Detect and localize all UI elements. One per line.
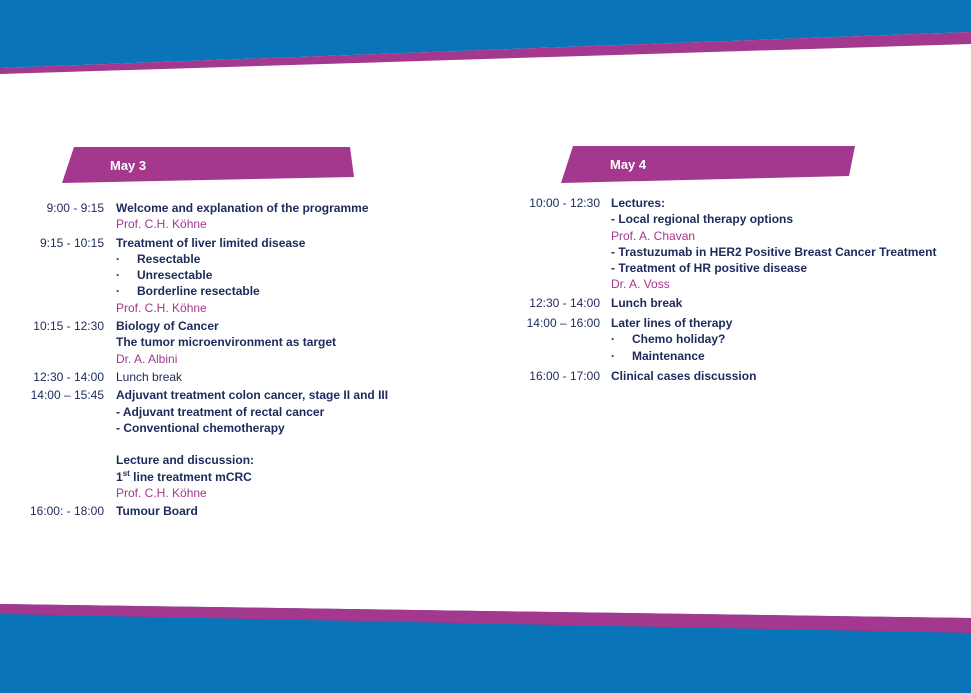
session-details	[611, 295, 971, 311]
bullet-text: Chemo holiday?	[632, 332, 726, 347]
session-title: Lunch break	[611, 295, 683, 310]
bullet-text: Unresectable	[137, 268, 213, 283]
top-decorative-band	[0, 0, 971, 80]
session-title: Lunch break	[116, 369, 183, 384]
session-title: Welcome and explanation of the programme	[116, 201, 369, 215]
session-time: 9:15 - 10:15	[39, 235, 104, 250]
session-row	[0, 368, 971, 384]
session-time: 14:00 – 16:00	[526, 316, 600, 331]
day-banner-may-3	[62, 147, 357, 185]
session-title: Lectures:	[611, 196, 666, 210]
bullet-item	[611, 331, 971, 347]
session-details	[116, 503, 460, 519]
session-title: Biology of Cancer	[116, 319, 219, 334]
day-label: May 3	[110, 158, 147, 173]
session-row	[0, 315, 971, 364]
session-time: 12:30 - 14:00	[33, 369, 104, 384]
bullet-icon: ·	[611, 348, 615, 363]
speaker-name: Dr. A. Voss	[611, 277, 670, 292]
session-row	[0, 387, 460, 501]
session-details	[611, 368, 971, 384]
session-title: - Conventional chemotherapy	[116, 420, 285, 435]
session-time: 12:30 - 14:00	[529, 295, 600, 310]
bullet-text: Borderline resectable	[137, 284, 260, 299]
session-title: - Trastuzumab in HER2 Positive Breast Cancer Treatment	[611, 244, 937, 259]
session-title: - Local regional therapy options	[611, 212, 794, 227]
session-title: Tumour Board	[116, 504, 198, 519]
session-row	[0, 295, 971, 311]
bullet-text: Resectable	[137, 251, 201, 266]
session-time: 10:15 - 12:30	[33, 319, 104, 334]
session-title: Lecture and discussion:	[116, 453, 255, 468]
speaker-name: Prof. C.H. Köhne	[116, 486, 207, 501]
session-details	[611, 195, 971, 293]
bullet-icon: ·	[116, 268, 120, 283]
session-details	[116, 387, 460, 501]
banner-shape	[561, 146, 856, 184]
session-title: - Adjuvant treatment of rectal cancer	[116, 404, 325, 419]
bullet-item	[611, 348, 971, 364]
speaker-name: Prof. A. Chavan	[611, 228, 696, 243]
banner-shape	[62, 147, 357, 185]
session-title: Later lines of therapy	[611, 316, 733, 331]
bullet-text: Maintenance	[632, 348, 705, 363]
spacer	[116, 436, 460, 452]
bullet-icon: ·	[116, 251, 120, 266]
session-title: Treatment of liver limited disease	[116, 235, 306, 250]
session-time: 14:00 – 15:45	[30, 388, 104, 403]
session-time: 9:00 - 9:15	[46, 201, 104, 215]
session-title: Adjuvant treatment colon cancer, stage II and III	[116, 388, 389, 403]
speaker-name: Prof. C.H. Köhne	[116, 300, 207, 315]
session-title: - Treatment of HR positive disease	[611, 261, 808, 276]
bullet-icon: ·	[611, 332, 615, 347]
day-label: May 4	[610, 157, 647, 172]
day-banner-may-4	[561, 146, 856, 184]
session-time: 16:00 - 17:00	[529, 368, 600, 383]
session-time: 16:00: - 18:00	[29, 504, 104, 519]
session-row	[0, 195, 971, 293]
speaker-name: Dr. A. Albini	[116, 351, 178, 366]
session-time: 10:00 - 12:30	[529, 196, 600, 210]
session-details	[611, 315, 971, 364]
schedule-may-4	[0, 195, 971, 388]
session-title: 1st line treatment mCRC	[116, 468, 252, 484]
session-title: The tumor microenvironment as target	[116, 335, 337, 350]
bullet-icon: ·	[116, 284, 120, 299]
speaker-name: Prof. C.H. Köhne	[116, 217, 207, 232]
session-title: Clinical cases discussion	[611, 368, 757, 383]
session-row	[0, 503, 460, 519]
ordinal-suffix: st	[122, 468, 130, 478]
